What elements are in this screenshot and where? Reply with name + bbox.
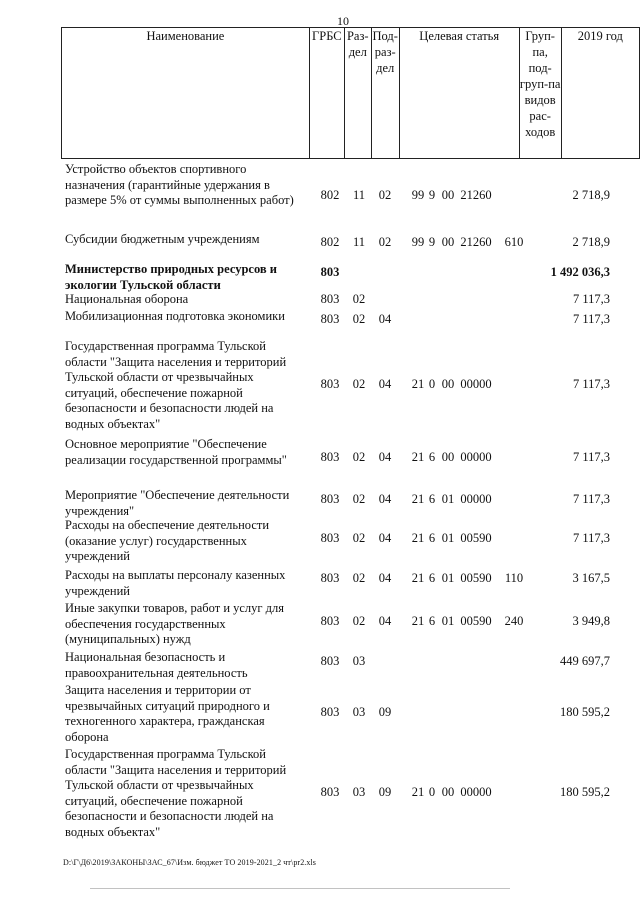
row-amount: 180 595,2 — [560, 705, 610, 719]
row-name: Национальная оборона — [65, 292, 189, 306]
row-t1: 21 — [411, 450, 425, 464]
header-year: 2019 год — [561, 28, 639, 159]
row-podrazdel: 02 — [378, 235, 392, 249]
row-razdel: 02 — [352, 614, 366, 628]
row-razdel: 11 — [352, 235, 366, 249]
row-t4: 00590 — [460, 614, 492, 628]
row-t2: 6 — [428, 450, 436, 464]
row-podrazdel: 04 — [378, 571, 392, 585]
row-podrazdel: 02 — [378, 188, 392, 202]
row-podrazdel: 04 — [378, 492, 392, 506]
row-razdel: 03 — [352, 785, 366, 799]
row-podrazdel: 09 — [378, 785, 392, 799]
row-amount: 2 718,9 — [572, 235, 610, 249]
row-name: Иные закупки товаров, работ и услуг для обеспечения государственных (муниципальных) нужд — [65, 601, 285, 646]
row-t4: 00000 — [460, 377, 492, 391]
row-grbs: 803 — [320, 705, 340, 719]
row-vr: 610 — [504, 235, 524, 249]
row-t3: 00 — [441, 235, 455, 249]
row-name: Расходы на выплаты персоналу казенных учреждений — [65, 568, 286, 598]
row-t3: 01 — [441, 571, 455, 585]
row-t2: 0 — [428, 785, 436, 799]
header-razdel: Раз-дел — [344, 28, 371, 159]
header-target: Целевая статья — [399, 28, 519, 159]
row-grbs: 803 — [320, 785, 340, 799]
row-razdel: 02 — [352, 292, 366, 306]
row-t2: 0 — [428, 377, 436, 391]
row-grbs: 803 — [320, 292, 340, 306]
row-t3: 00 — [441, 377, 455, 391]
row-amount: 2 718,9 — [572, 188, 610, 202]
row-grbs: 803 — [320, 571, 340, 585]
file-path-footer: D:\Г\Д6\2019\ЗАКОНЫ\ЗАС_67\Изм. бюджет ТО 2019-2021_2 чт\pr2.xls — [63, 858, 317, 867]
row-name: Национальная безопасность и правоохранительная деятельность — [65, 650, 248, 680]
row-name: Мероприятие "Обеспечение деятельности учреждения" — [65, 488, 290, 518]
row-name: Субсидии бюджетным учреждениям — [65, 232, 260, 246]
row-name: Устройство объектов спортивного назначения (гарантийные удержания в размере 5% от суммы выполненных работ) — [65, 162, 294, 207]
row-razdel: 02 — [352, 492, 366, 506]
row-t2: 6 — [428, 492, 436, 506]
row-grbs: 803 — [320, 377, 340, 391]
row-podrazdel: 04 — [378, 450, 392, 464]
row-amount: 449 697,7 — [560, 654, 610, 668]
row-t3: 00 — [441, 450, 455, 464]
row-grbs: 803 — [320, 614, 340, 628]
row-t1: 21 — [411, 377, 425, 391]
row-grbs: 803 — [320, 312, 340, 326]
row-grbs: 802 — [320, 188, 340, 202]
row-grbs: 803 — [320, 492, 340, 506]
scan-artifact — [90, 888, 510, 889]
row-razdel: 03 — [352, 654, 366, 668]
row-t1: 99 — [411, 235, 425, 249]
row-name: Министерство природных ресурсов и экологии Тульской области — [65, 262, 277, 292]
row-t3: 01 — [441, 614, 455, 628]
row-razdel: 11 — [352, 188, 366, 202]
row-grbs: 803 — [320, 531, 340, 545]
row-name: Защита населения и территории от чрезвычайных ситуаций природного и техногенного характера, гражданская оборона — [65, 683, 270, 744]
row-razdel: 02 — [352, 571, 366, 585]
row-name: Государственная программа Тульской области "Защита населения и территорий Тульской области от чрезвычайных ситуаций, обеспечение пожарной безопасности и безопасности людей на водных объектах" — [65, 747, 287, 839]
row-t4: 00000 — [460, 450, 492, 464]
row-t1: 21 — [411, 531, 425, 545]
row-t2: 6 — [428, 571, 436, 585]
header-name: Наименование — [62, 28, 310, 159]
header-grbs: ГРБС — [309, 28, 344, 159]
row-t4: 00590 — [460, 571, 492, 585]
row-name: Основное мероприятие "Обеспечение реализации государственной программы" — [65, 437, 287, 467]
row-amount: 7 117,3 — [572, 292, 610, 306]
row-grbs: 803 — [320, 450, 340, 464]
row-t1: 21 — [411, 785, 425, 799]
row-t3: 01 — [441, 531, 455, 545]
row-vr: 110 — [504, 571, 524, 585]
row-podrazdel: 04 — [378, 614, 392, 628]
page-number: 10 — [337, 14, 349, 28]
row-podrazdel: 04 — [378, 312, 392, 326]
row-amount: 3 949,8 — [572, 614, 610, 628]
row-t4: 00590 — [460, 531, 492, 545]
row-name: Расходы на обеспечение деятельности (оказание услуг) государственных учреждений — [65, 518, 270, 563]
row-podrazdel: 04 — [378, 531, 392, 545]
row-t4: 21260 — [460, 188, 492, 202]
row-amount: 7 117,3 — [572, 377, 610, 391]
row-vr: 240 — [504, 614, 524, 628]
row-t1: 21 — [411, 492, 425, 506]
row-t4: 00000 — [460, 492, 492, 506]
header-group: Груп-па, под-груп-па видов рас-ходов — [519, 28, 561, 159]
row-grbs: 802 — [320, 235, 340, 249]
row-razdel: 02 — [352, 377, 366, 391]
row-grbs: 803 — [320, 654, 340, 668]
row-podrazdel: 09 — [378, 705, 392, 719]
row-razdel: 02 — [352, 312, 366, 326]
row-amount: 7 117,3 — [572, 450, 610, 464]
row-t3: 00 — [441, 188, 455, 202]
row-razdel: 03 — [352, 705, 366, 719]
row-amount: 7 117,3 — [572, 492, 610, 506]
row-t2: 6 — [428, 531, 436, 545]
row-t4: 00000 — [460, 785, 492, 799]
row-name: Мобилизационная подготовка экономики — [65, 309, 285, 323]
row-amount: 3 167,5 — [572, 571, 610, 585]
row-t2: 6 — [428, 614, 436, 628]
row-amount: 1 492 036,3 — [550, 265, 610, 279]
row-t3: 00 — [441, 785, 455, 799]
row-grbs: 803 — [320, 265, 340, 279]
row-t3: 01 — [441, 492, 455, 506]
row-t1: 99 — [411, 188, 425, 202]
row-t2: 9 — [428, 188, 436, 202]
row-razdel: 02 — [352, 531, 366, 545]
row-t2: 9 — [428, 235, 436, 249]
row-t4: 21260 — [460, 235, 492, 249]
row-t1: 21 — [411, 614, 425, 628]
row-amount: 180 595,2 — [560, 785, 610, 799]
row-amount: 7 117,3 — [572, 531, 610, 545]
header-podrazdel: Под-раз-дел — [371, 28, 399, 159]
row-podrazdel: 04 — [378, 377, 392, 391]
row-name: Государственная программа Тульской области "Защита населения и территорий Тульской области от чрезвычайных ситуаций, обеспечение пожарной безопасности и безопасности людей на водных объектах" — [65, 339, 287, 431]
row-razdel: 02 — [352, 450, 366, 464]
row-amount: 7 117,3 — [572, 312, 610, 326]
row-t1: 21 — [411, 571, 425, 585]
